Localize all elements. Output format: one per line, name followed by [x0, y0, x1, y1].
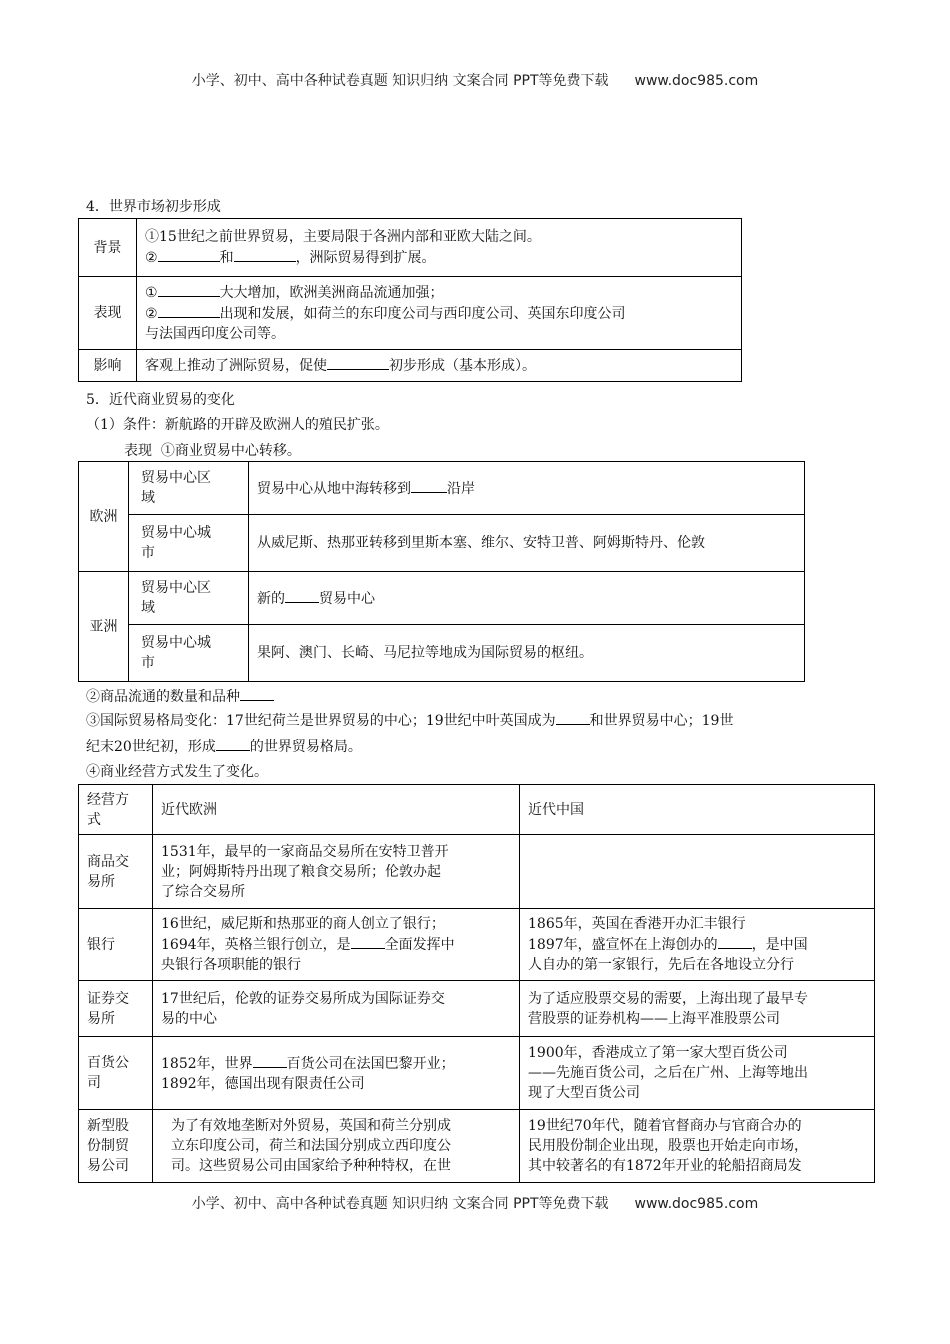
header-cell: 经营方 式 [79, 785, 153, 835]
row-content: 1852年，世界 百货公司在法国巴黎开业； 1892年，德国出现有限责任公司 [153, 1037, 520, 1110]
fill-blank[interactable] [351, 934, 385, 949]
fill-blank[interactable] [718, 934, 752, 949]
table-row [79, 277, 742, 350]
fill-blank[interactable] [158, 303, 220, 318]
row-content: 17世纪后，伦敦的证券交易所成为国际证券交 易的中心 [153, 981, 520, 1037]
page-header [0, 70, 950, 90]
fill-blank[interactable] [234, 247, 296, 262]
city-label: 贸易中心城 市 [129, 625, 249, 682]
section4-title: 4．世界市场初步形成 [86, 199, 221, 215]
table-row [79, 625, 805, 682]
para-3-cont: 纪末20世纪初，形成 的世界贸易格局。 [86, 736, 362, 758]
para-4: ④商业经营方式发生了变化。 [86, 764, 268, 780]
para-2: ②商品流通的数量和品种 [86, 686, 274, 708]
row-content [137, 219, 742, 277]
table-row [79, 572, 805, 625]
table-row [79, 835, 875, 909]
row-content: 16世纪，威尼斯和热那亚的商人创立了银行； 1694年，英格兰银行创立，是 全面发挥中 央银行各项职能的银行 [153, 909, 520, 981]
row-content: 新的 贸易中心 [249, 572, 805, 625]
fill-blank[interactable] [411, 478, 447, 493]
footer-text: 小学、初中、高中各种试卷真题 知识归纳 文案合同 PPT等免费下载 [191, 1196, 609, 1212]
row-label: 商品交 易所 [79, 835, 153, 909]
text-line: ① 大大增加，欧洲美洲商品流通加强； [145, 282, 733, 303]
region-label: 贸易中心区 域 [129, 462, 249, 515]
table-row [79, 981, 875, 1037]
region-label: 贸易中心区 域 [129, 572, 249, 625]
row-content: 为了有效地垄断对外贸易，英国和荷兰分别成 立东印度公司，荷兰和法国分别成立西印度公 司。这些贸易公司由国家给予种种特权，在世 [153, 1110, 520, 1183]
region-europe: 欧洲 [79, 462, 129, 572]
text-line: 与法国西印度公司等。 [145, 326, 285, 342]
row-label: 百货公 司 [79, 1037, 153, 1110]
row-label: 影响 [79, 350, 137, 382]
fill-blank[interactable] [327, 355, 389, 370]
row-content: 1531年，最早的一家商品交易所在安特卫普开 业；阿姆斯特丹出现了粮食交易所；伦敦办起 了综合交易所 [153, 835, 520, 909]
footer-url[interactable]: www.doc985.com [634, 1196, 759, 1212]
row-label: 背景 [79, 219, 137, 277]
condition-text: （1）条件：新航路的开辟及欧洲人的殖民扩张。 [86, 417, 389, 433]
row-content [137, 277, 742, 350]
header-cell: 近代中国 [520, 785, 875, 835]
table-row [79, 909, 875, 981]
section4-table [78, 218, 742, 382]
text-line: ①15世纪之前世界贸易，主要局限于各洲内部和亚欧大陆之间。 [145, 229, 541, 245]
row-label: 银行 [79, 909, 153, 981]
table-row [79, 515, 805, 572]
fill-blank[interactable] [158, 282, 220, 297]
region-asia: 亚洲 [79, 572, 129, 682]
table-row [79, 1110, 875, 1183]
table-row [79, 1037, 875, 1110]
table-row [79, 219, 742, 277]
trade-center-table [78, 461, 805, 682]
city-label: 贸易中心城 市 [129, 515, 249, 572]
fill-blank[interactable] [556, 710, 590, 725]
row-content [520, 835, 875, 909]
page-footer [0, 1193, 950, 1213]
header-text: 小学、初中、高中各种试卷真题 知识归纳 文案合同 PPT等免费下载 [191, 73, 609, 89]
performance-text: 表现 ①商业贸易中心转移。 [124, 443, 301, 459]
fill-blank[interactable] [253, 1053, 287, 1068]
row-label: 新型股 份制贸 易公司 [79, 1110, 153, 1183]
fill-blank[interactable] [158, 247, 220, 262]
text-line: ② 和 ，洲际贸易得到扩展。 [145, 247, 733, 268]
fill-blank[interactable] [216, 736, 250, 751]
row-content: 贸易中心从地中海转移到 沿岸 [249, 462, 805, 515]
business-methods-table [78, 784, 875, 1183]
table-row [79, 462, 805, 515]
para-3: ③国际贸易格局变化：17世纪荷兰是世界贸易的中心；19世纪中叶英国成为 和世界贸易中心；19世 [86, 710, 733, 732]
row-label: 表现 [79, 277, 137, 350]
section5-title: 5．近代商业贸易的变化 [86, 392, 235, 408]
row-label: 证券交 易所 [79, 981, 153, 1037]
row-content: 果阿、澳门、长崎、马尼拉等地成为国际贸易的枢纽。 [249, 625, 805, 682]
fill-blank[interactable] [240, 686, 274, 701]
row-content: 为了适应股票交易的需要，上海出现了最早专 营股票的证券机构——上海平准股票公司 [520, 981, 875, 1037]
table-row [79, 350, 742, 382]
table-header-row [79, 785, 875, 835]
row-content: 1900年，香港成立了第一家大型百货公司 ——先施百货公司，之后在广州、上海等地出 现了大型百货公司 [520, 1037, 875, 1110]
header-url[interactable]: www.doc985.com [634, 73, 759, 89]
row-content: 从威尼斯、热那亚转移到里斯本塞、维尔、安特卫普、阿姆斯特丹、伦敦 [249, 515, 805, 572]
row-content: 1865年，英国在香港开办汇丰银行 1897年，盛宣怀在上海创办的 ，是中国 人自办的第一家银行，先后在各地设立分行 [520, 909, 875, 981]
header-cell: 近代欧洲 [153, 785, 520, 835]
text-line: ② 出现和发展，如荷兰的东印度公司与西印度公司、英国东印度公司 [145, 303, 733, 324]
row-content: 客观上推动了洲际贸易，促使 初步形成（基本形成）。 [137, 350, 742, 382]
fill-blank[interactable] [285, 588, 319, 603]
row-content: 19世纪70年代，随着官督商办与官商合办的 民用股份制企业出现，股票也开始走向市场， 其中较著名的有1872年开业的轮船招商局发 [520, 1110, 875, 1183]
